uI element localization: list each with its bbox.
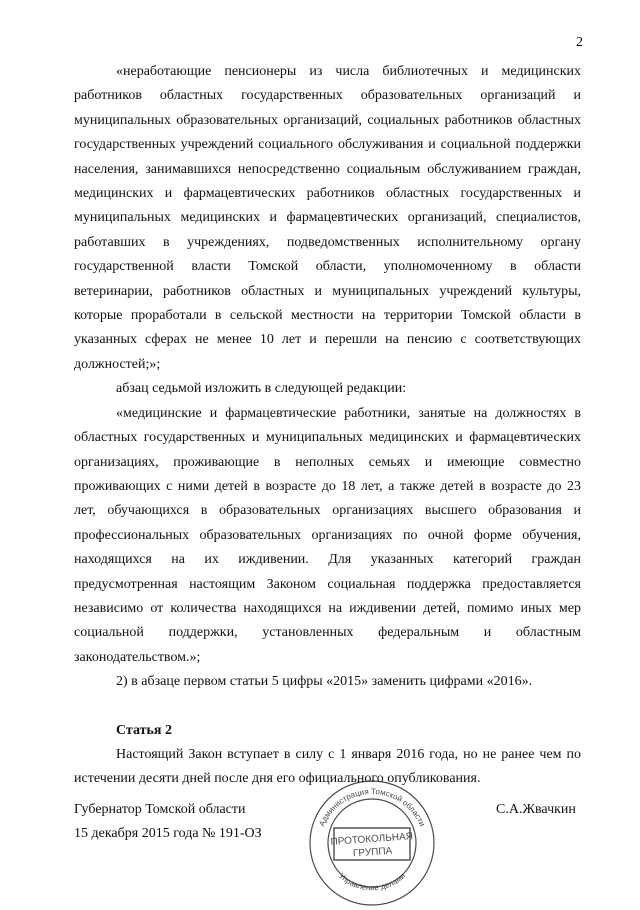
text-line: предусмотренная настоящим Законом социальная поддержка предоставляется [74,576,581,592]
text-line: «медицинские и фармацевтические работники, занятые на должностях в [116,405,581,421]
page-number: 2 [576,35,583,50]
text-line: муниципальных медицинских и фармацевтических организаций, специалистов, [74,210,581,226]
text-line: независимо от количества находящихся на иждивении детей, помимо иных мер [74,600,581,616]
text-line: проживающих с ними детей в возрасте до 18 лет, а также детей в возрасте до 23 [74,478,581,494]
text-line: лет, обучающихся в образовательных организациях высшего образования и [74,503,581,519]
stamp-outer-text: Администрация Томской области [317,786,427,828]
text-line: «неработающие пенсионеры из числа библиотечных и медицинских [116,64,581,79]
text-line: медицинских и фармацевтических работников областных государственных и [74,186,581,202]
text-line: организациях, проживающие в неполных семьях и имеющие совместно [74,454,581,470]
text-line: законодательством.»; [74,649,201,665]
stamp-inner-line1: ПРОТОКОЛЬНАЯ [330,831,414,848]
signatory-position: Губернатор Томской области [74,802,246,817]
text-line: истечении десяти дней после дня его официального опубликования. [74,771,481,787]
text-line: указанных сферах не менее 10 лет и перешли на пенсию с соответствующих [74,332,581,348]
law-date-number: 15 декабря 2015 года № 191-ОЗ [74,826,262,842]
article-heading: Статья 2 [116,722,172,738]
text-line: 2) в абзаце первом статьи 5 цифры «2015» заменить цифрами «2016». [116,674,533,690]
signatory-name: С.А.Жвачкин [496,802,576,817]
text-line: профессиональных образовательных организациях по очной форме обучения, [74,527,581,543]
signature-block [74,798,262,847]
text-line: работавших в учреждениях, подведомственных исполнительному органу [74,234,581,250]
text-line: областных государственных и муниципальных медицинских и фармацевтических [74,430,581,446]
text-line: которые проработали в сельской местности на территории Томской области в [74,308,581,324]
text-line: абзац седьмой изложить в следующей редакции: [116,381,407,397]
text-line: Настоящий Закон вступает в силу с 1 января 2016 года, но не ранее чем по [116,746,581,762]
text-line: работников областных государственных образовательных организаций и [74,88,581,104]
svg-text:Управление делами [337,871,407,892]
text-line: государственной власти Томской области, уполномоченному в области [74,259,581,275]
text-line: государственных учреждений социального обслуживания и социальной поддержки [74,137,581,153]
text-line: социальной поддержки, установленных федеральным и областным [74,625,581,641]
stamp-inner-line2: ГРУППА [352,845,393,860]
text-line: населения, занимавшихся непосредственно социальным обслуживанием граждан, [74,161,581,177]
text-line: находящихся на их иждивении. Для указанных категорий граждан [74,552,581,568]
official-stamp [302,776,442,910]
text-line: ветеринарии, работников областных и муниципальных учреждений культуры, [74,283,581,299]
stamp-bottom-text: Управление делами [336,871,408,893]
text-line: муниципальных образовательных организаций, социальных работников областных [74,112,581,128]
document-body [74,60,581,792]
text-line: должностей;»; [74,356,161,372]
